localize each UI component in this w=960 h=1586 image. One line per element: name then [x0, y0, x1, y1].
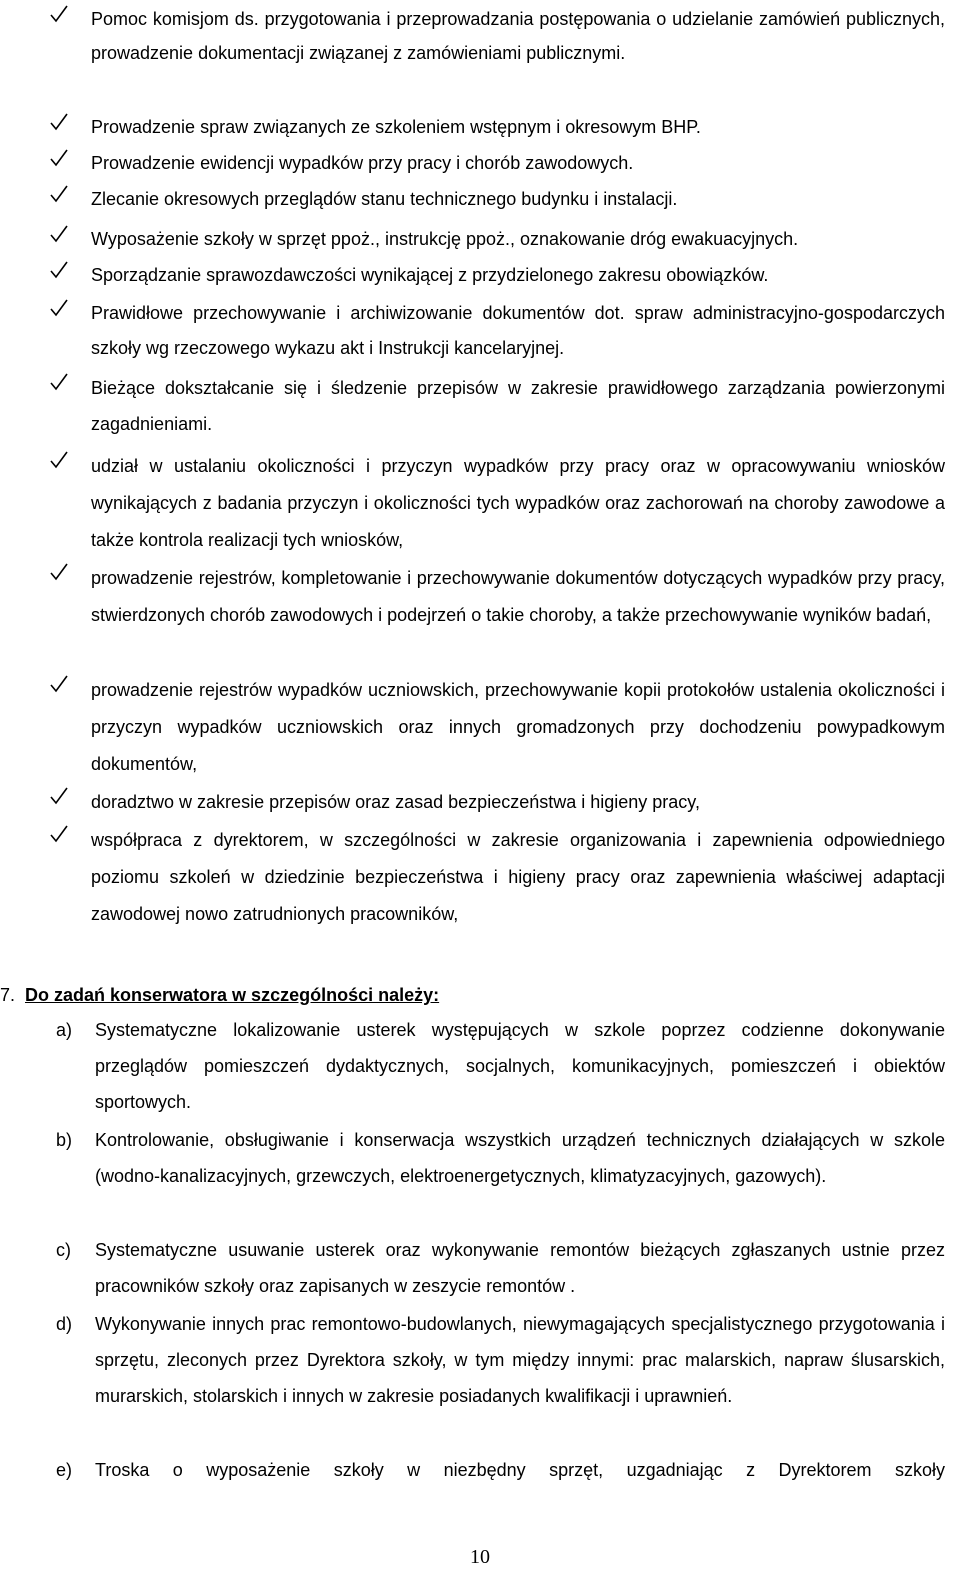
section-number: 7. — [0, 985, 16, 1005]
checklist-item-text: udział w ustalaniu okoliczności i przyczyn wypadków przy pracy oraz w opracowywaniu wniosków wynikających z badania przyczyn i okoliczności tych wypadków oraz zachorowań na choroby zawodowe a także kontrola realizacji tych wniosków, — [91, 456, 945, 550]
task-text: Kontrolowanie, obsługiwanie i konserwacja wszystkich urządzeń technicznych działających w szkole (wodno-kanalizacyjnych, grzewczych, elektroenergetycznych, klimatyzacyjnych, gazowych). — [95, 1130, 945, 1186]
checklist-item-text: Prowadzenie spraw związanych ze szkoleniem wstępnym i okresowym BHP. — [91, 117, 701, 137]
checkmark-icon — [50, 298, 68, 318]
checklist-item-text: prowadzenie rejestrów wypadków uczniowskich, przechowywanie kopii protokołów ustalenia okoliczności i przyczyn wypadków uczniowskich oraz innych gromadzonych przy dochodzeniu powypadkowym dokumentów, — [91, 680, 945, 774]
checkmark-icon — [50, 4, 68, 24]
checkmark-icon — [50, 184, 68, 204]
checkmark-icon — [50, 148, 68, 168]
task-text: Troska o wyposażenie szkoły w niezbędny sprzęt, uzgadniając z Dyrektorem szkoły — [95, 1460, 945, 1480]
page-number: 10 — [470, 1546, 490, 1568]
checklist-item-text: Prowadzenie ewidencji wypadków przy pracy i chorób zawodowych. — [91, 153, 634, 173]
checkmark-icon — [50, 112, 68, 132]
checklist-item-text: Wyposażenie szkoły w sprzęt ppoż., instrukcję ppoż., oznakowanie dróg ewakuacyjnych. — [91, 229, 799, 249]
task-letter: c) — [56, 1240, 71, 1260]
checklist-item-text: Prawidłowe przechowywanie i archiwizowanie dokumentów dot. spraw administracyjno-gospodarczych szkoły wg rzeczowego wykazu akt i Instrukcji kancelaryjnej. — [91, 303, 945, 358]
checkmark-icon — [50, 786, 68, 806]
checklist-item-text: Pomoc komisjom ds. przygotowania i przeprowadzania postępowania o udzielanie zamówień publicznych, prowadzenie dokumentacji związanej z zamówieniami publicznymi. — [91, 9, 945, 63]
task-letter: d) — [56, 1314, 73, 1334]
checkmark-icon — [50, 450, 68, 470]
checklist-item-text: prowadzenie rejestrów, kompletowanie i przechowywanie dokumentów dotyczących wypadków przy pracy, stwierdzonych chorób zawodowych i podejrzeń o takie choroby, a także przechowywanie wyników badań, — [91, 568, 945, 625]
task-letter: e) — [56, 1460, 73, 1480]
checkmark-icon — [50, 824, 68, 844]
task-text: Systematyczne lokalizowanie usterek występujących w szkole poprzez codzienne dokonywanie przeglądów pomieszczeń dydaktycznych, socjalnych, komunikacyjnych, pomieszczeń i obiektów sportowych. — [95, 1020, 945, 1112]
checkmark-icon — [50, 372, 68, 392]
task-letter: a) — [56, 1020, 73, 1040]
checklist-item-text: Bieżące dokształcanie się i śledzenie przepisów w zakresie prawidłowego zarządzania powierzonymi zagadnieniami. — [91, 378, 945, 434]
checkmark-icon — [50, 224, 68, 244]
checklist-item-text: Zlecanie okresowych przeglądów stanu technicznego budynku i instalacji. — [91, 189, 678, 209]
checkmark-icon — [50, 260, 68, 280]
checklist-item-text: Sporządzanie sprawozdawczości wynikającej z przydzielonego zakresu obowiązków. — [91, 265, 769, 285]
task-text: Wykonywanie innych prac remontowo-budowlanych, niewymagających specjalistycznego przygotowania i sprzętu, zleconych przez Dyrektora szkoły, w tym między innymi: prac malarskich, napraw ślusarskich, murarskich, stolarskich i innych w zakresie posiadanych kwalifikacji i uprawnień. — [95, 1314, 945, 1406]
section-title: Do zadań konserwatora w szczególności należy: — [25, 985, 440, 1005]
checklist-item-text: doradztwo w zakresie przepisów oraz zasad bezpieczeństwa i higieny pracy, — [91, 792, 700, 812]
task-text: Systematyczne usuwanie usterek oraz wykonywanie remontów bieżących zgłaszanych ustnie przez pracowników szkoły oraz zapisanych w zeszycie remontów . — [95, 1240, 945, 1296]
checkmark-icon — [50, 674, 68, 694]
checklist-item-text: współpraca z dyrektorem, w szczególności w zakresie organizowania i zapewnienia odpowiedniego poziomu szkoleń w dziedzinie bezpieczeństwa i higieny pracy oraz zapewnienia właściwej adaptacji zawodowej nowo zatrudnionych pracowników, — [91, 830, 945, 924]
checkmark-icon — [50, 562, 68, 582]
task-letter: b) — [56, 1130, 73, 1150]
